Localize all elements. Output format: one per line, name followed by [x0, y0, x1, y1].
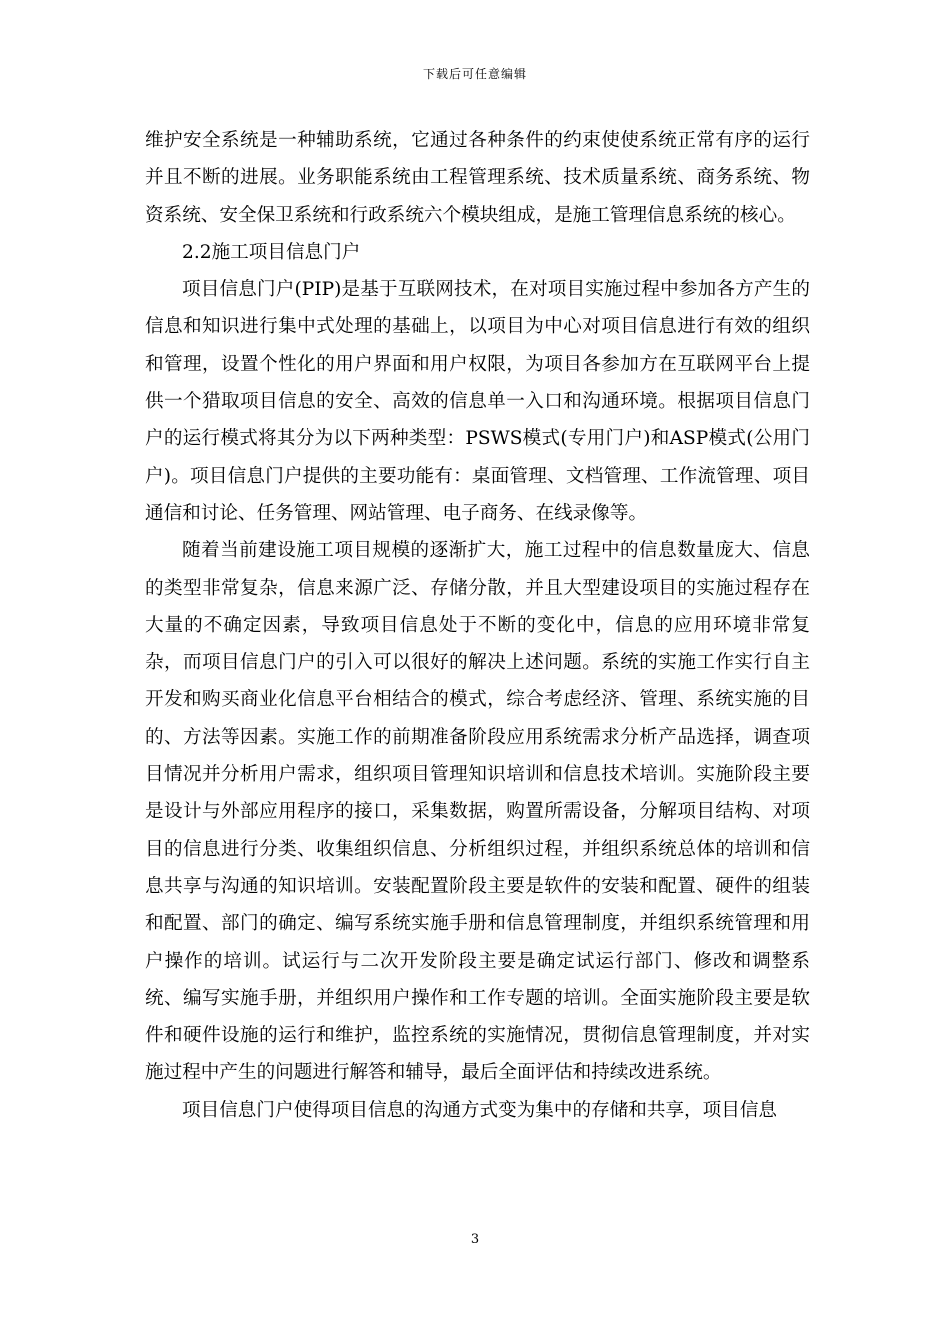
paragraph-pip-definition: 项目信息门户(PIP)是基于互联网技术，在对项目实施过程中参加各方产生的信息和知识进行集中式处理的基础上，以项目为中心对项目信息进行有效的组织和管理，设置个性化的用户界面和用户权限，为项目各参加方在互联网平台上提供一个猎取项目信息的安全、高效的信息单一入口和沟通环境。根据项目信息门户的运行模式将其分为以下两种类型：PSWS模式(专用门户)和ASP模式(公用门户)。项目信息门户提供的主要功能有：桌面管理、文档管理、工作流管理、项目通信和讨论、任务管理、网站管理、电子商务、在线录像等。 [145, 279, 810, 524]
document-body [145, 122, 810, 1129]
header-note: 下载后可任意编辑 [422, 67, 527, 81]
paragraph-continuation: 维护安全系统是一种辅助系统，它通过各种条件的约束使使系统正常有序的运行并且不断的进展。业务职能系统由工程管理系统、技术质量系统、商务系统、物资系统、安全保卫系统和行政系统六个模块组成，是施工管理信息系统的核心。 [145, 130, 810, 226]
paragraph-communication: 项目信息门户使得项目信息的沟通方式变为集中的存储和共享，项目信息 [182, 1099, 778, 1121]
section-heading: 2.2施工项目信息门户 [182, 241, 361, 263]
paragraph-implementation: 随着当前建设施工项目规模的逐渐扩大，施工过程中的信息数量庞大、信息的类型非常复杂，信息来源广泛、存储分散，并且大型建设项目的实施过程存在大量的不确定因素，导致项目信息处于不断的变化中，信息的应用环境非常复杂，而项目信息门户的引入可以很好的解决上述问题。系统的实施工作实行自主开发和购买商业化信息平台相结合的模式，综合考虑经济、管理、系统实施的目的、方法等因素。实施工作的前期准备阶段应用系统需求分析产品选择，调查项目情况并分析用户需求，组织项目管理知识培训和信息技术培训。实施阶段主要是设计与外部应用程序的接口，采集数据，购置所需设备，分解项目结构、对项目的信息进行分类、收集组织信息、分析组织过程，并组织系统总体的培训和信息共享与沟通的知识培训。安装配置阶段主要是软件的安装和配置、硬件的组装和配置、部门的确定、编写系统实施手册和信息管理制度，并组织系统管理和用户操作的培训。试运行与二次开发阶段主要是确定试运行部门、修改和调整系统、编写实施手册，并组织用户操作和工作专题的培训。全面实施阶段主要是软件和硬件设施的运行和维护，监控系统的实施情况，贯彻信息管理制度，并对实施过程中产生的问题进行解答和辅导，最后全面评估和持续改进系统。 [145, 540, 810, 1084]
page-number: 3 [470, 1232, 480, 1247]
